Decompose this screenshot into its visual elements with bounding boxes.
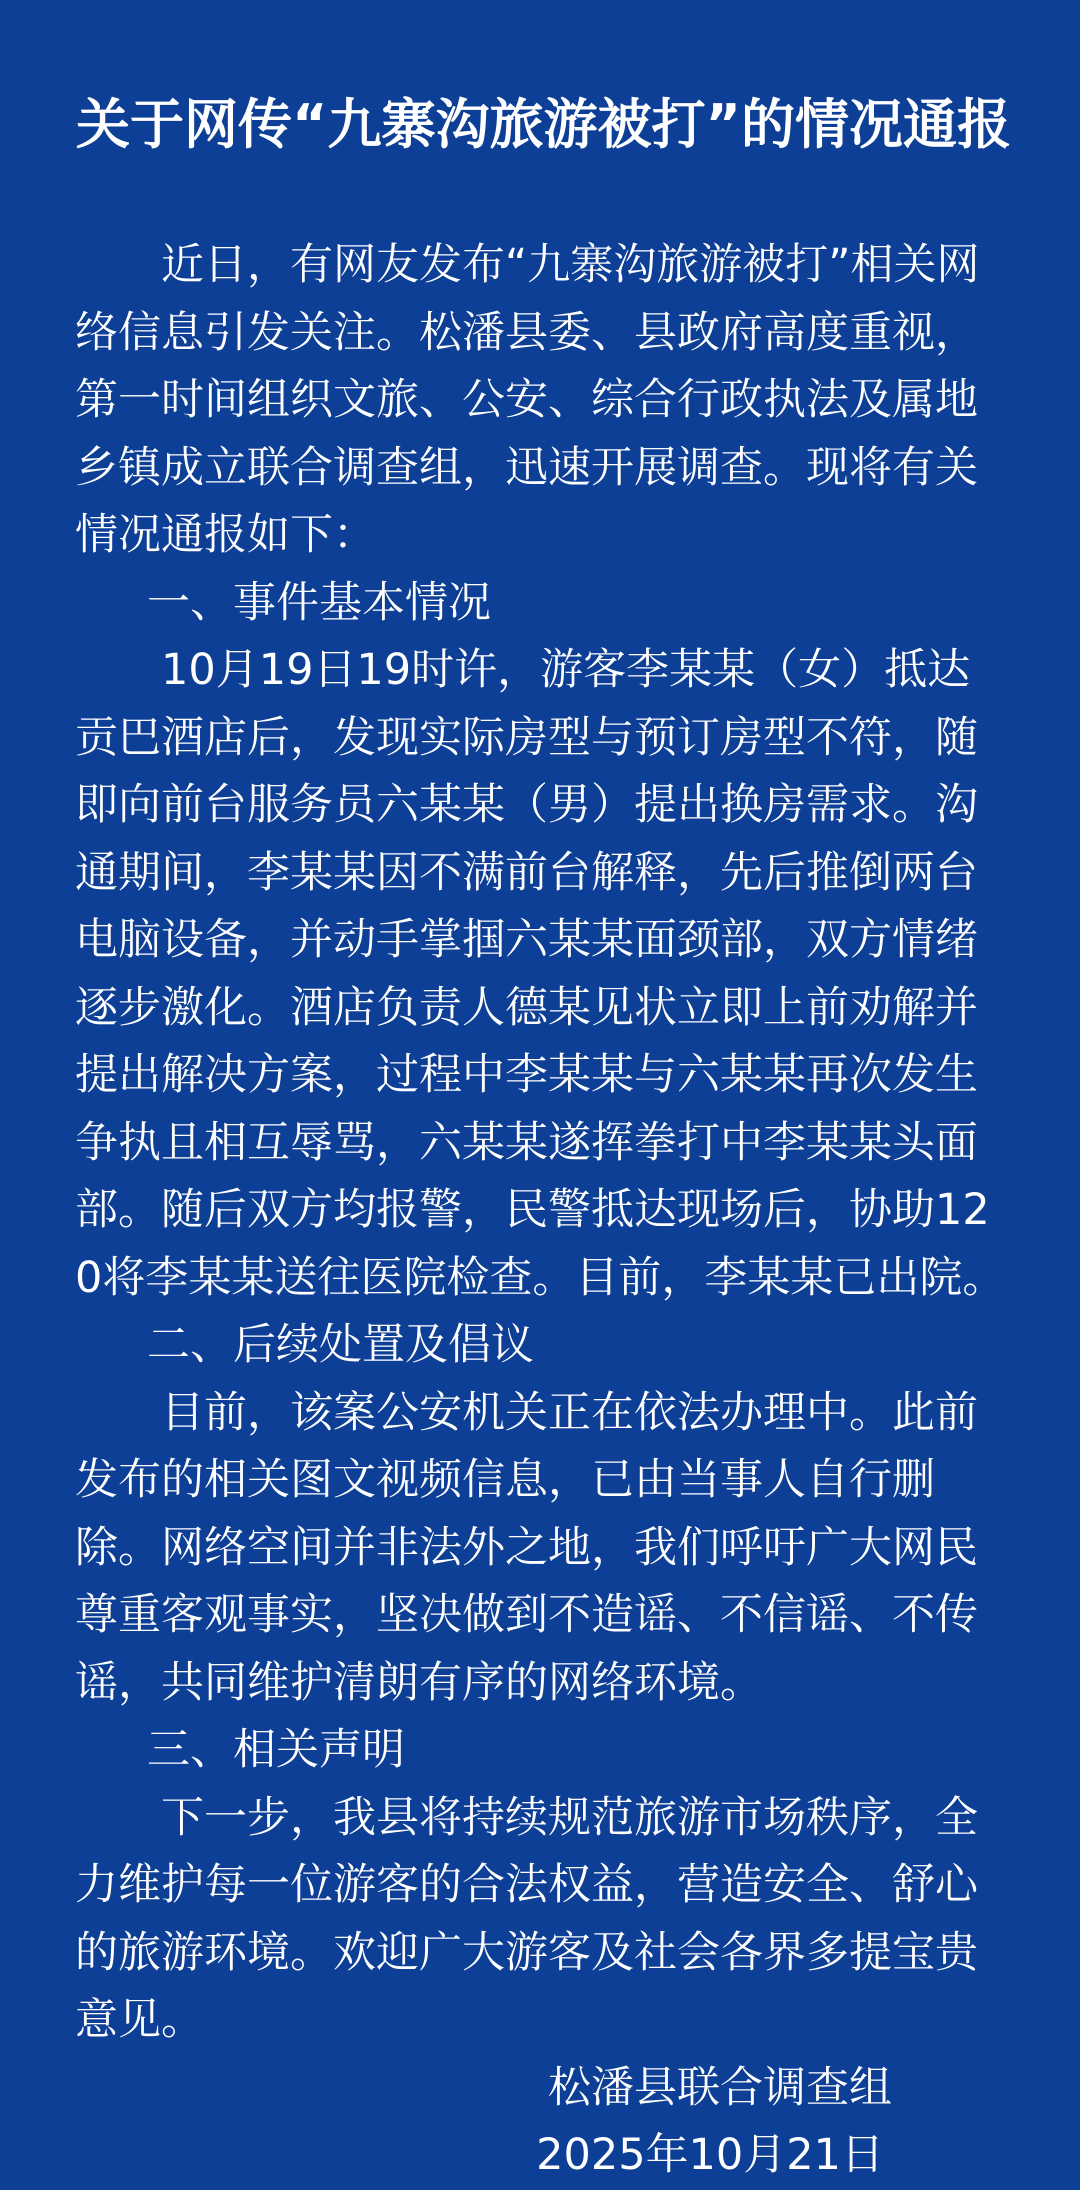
notice-title: 关于网传“九寨沟旅游被打”的情况通报 xyxy=(76,93,1011,156)
notice-date: 2025年10月21日 xyxy=(536,2130,884,2180)
intro-paragraph: 近日，有网友发布“九寨沟旅游被打”相关网络信息引发关注。松潘县委、县政府高度重视，第一时间组织文旅、公安、综合行政执法及属地乡镇成立联合调查组，迅速开展调查。现将有关情况通报如下： xyxy=(75,240,980,560)
section-body-3: 下一步，我县将持续规范旅游市场秩序，全力维护每一位游客的合法权益，营造安全、舒心的旅游环境。欢迎广大游客及社会各界多提宝贵意见。 xyxy=(75,1792,978,2045)
signature: 松潘县联合调查组 xyxy=(548,2062,892,2113)
notice-body xyxy=(75,232,1012,2190)
section-heading-2: 二、后续处置及倡议 xyxy=(147,1320,534,1370)
section-heading-1: 一、事件基本情况 xyxy=(147,577,491,628)
section-body-2: 目前，该案公安机关正在依法办理中。此前发布的相关图文视频信息，已由当事人自行删除。网络空间并非法外之地，我们呼吁广大网民尊重客观事实，坚决做到不造谣、不信谣、不传谣，共同维护清朗有序的网络环境。 xyxy=(75,1387,978,1708)
section-heading-3: 三、相关声明 xyxy=(147,1725,405,1775)
section-body-1: 10月19日19时许，游客李某某（女）抵达贡巴酒店后，发现实际房型与预订房型不符，随即向前台服务员六某某（男）提出换房需求。沟通期间，李某某因不满前台解释，先后推倒两台电脑设备，并动手掌掴六某某面颈部，双方情绪逐步激化。酒店负责人德某见状立即上前劝解并提出解决方案，过程中李某某与六某某再次发生争执且相互辱骂，六某某遂挥拳打中李某某头面部。随后双方均报警，民警抵达现场后，协助120将李某某送往医院检查。目前，李某某已出院。 xyxy=(75,645,1006,1303)
